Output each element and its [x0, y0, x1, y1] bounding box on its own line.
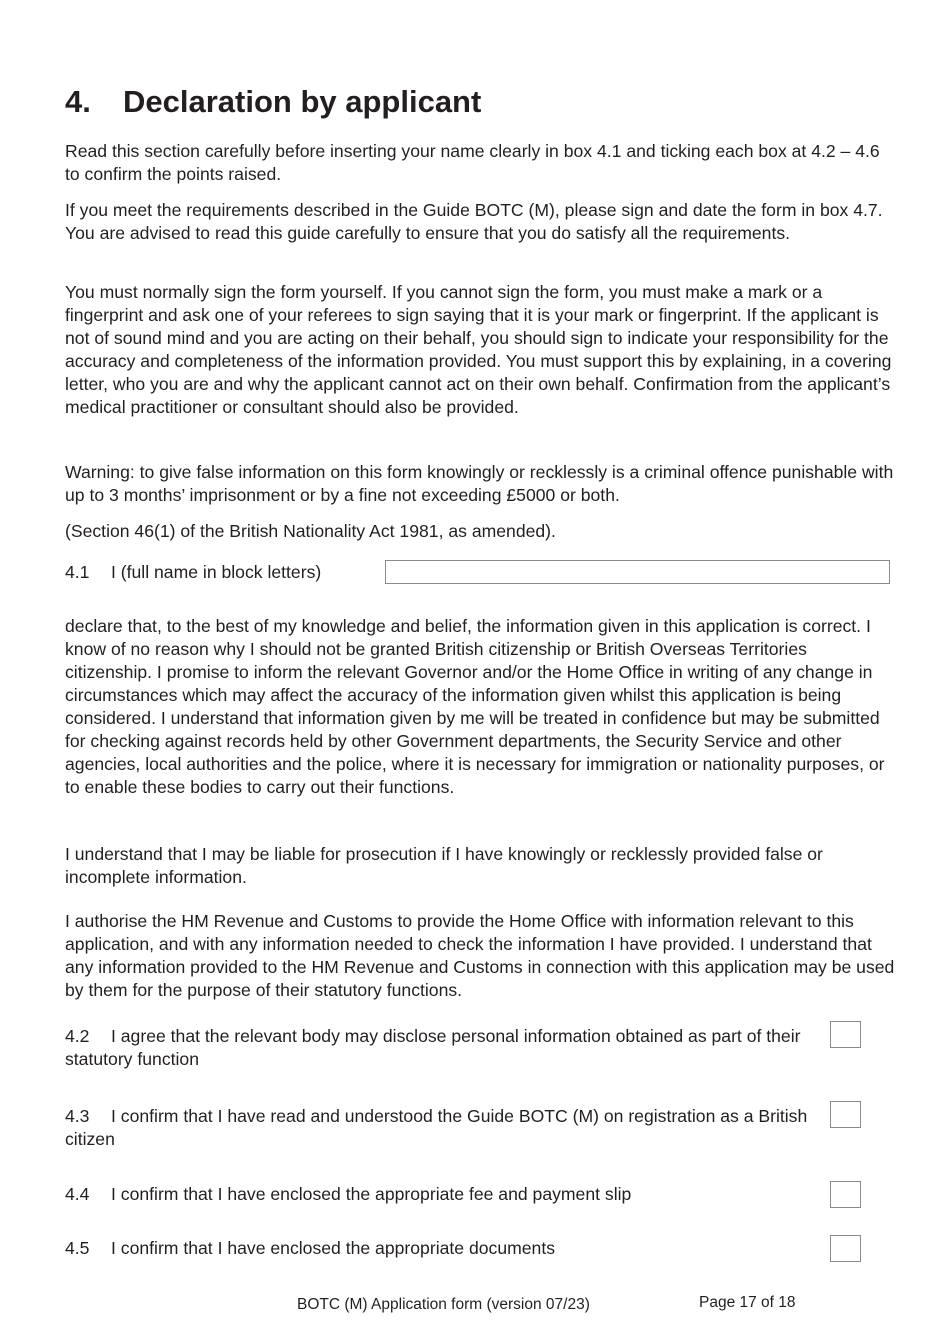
footer-form-name: BOTC (M) Application form (version 07/23)	[297, 1296, 590, 1313]
footer-page-number: Page 17 of 18	[699, 1294, 796, 1311]
signing-paragraph: You must normally sign the form yourself. If you cannot sign the form, you must make a mark or a fingerprint and ask one of your referees to sign saying that it is your mark or fingerprint. If the applicant is not of sound mind and you are acting on their behalf, you should sign to indicate your responsibility for the accuracy and completeness of the information provided. You must support this by explaining, in a covering letter, who you are and why the applicant cannot act on their own behalf. Confirmation from the applicant’s medical practitioner or consultant should also be provided.	[65, 282, 892, 417]
section-heading	[65, 82, 481, 122]
item-text: I confirm that I have enclosed the appropriate documents	[111, 1238, 556, 1258]
item-4-2	[65, 1025, 825, 1071]
question-number: 4.1	[65, 562, 90, 582]
full-name-label	[65, 561, 321, 584]
full-name-input[interactable]	[385, 560, 890, 584]
prosecution-paragraph: I understand that I may be liable for prosecution if I have knowingly or recklessly provided false or incomplete information.	[65, 844, 823, 887]
item-4-3	[65, 1105, 825, 1151]
section-title: Declaration by applicant	[123, 84, 482, 119]
checkbox-4-2[interactable]	[830, 1021, 861, 1048]
section-reference: (Section 46(1) of the British Nationality Act 1981, as amended).	[65, 521, 556, 541]
checkbox-4-4[interactable]	[830, 1181, 861, 1208]
item-number: 4.4	[65, 1184, 90, 1204]
checkbox-4-5[interactable]	[830, 1235, 861, 1262]
item-number: 4.3	[65, 1106, 90, 1126]
declaration-paragraph: declare that, to the best of my knowledge and belief, the information given in this application is correct. I know of no reason why I should not be granted British citizenship or British Overseas Territories citizenship. I promise to inform the relevant Governor and/or the Home Office in writing of any change in circumstances which may affect the accuracy of the information given whilst this application is being considered. I understand that information given by me will be treated in confidence but may be submitted for checking against records held by other Government departments, the Security Service and other agencies, local authorities and the police, where it is necessary for immigration or nationality purposes, or to enable these bodies to carry out their functions.	[65, 616, 885, 797]
item-text: I confirm that I have enclosed the appropriate fee and payment slip	[111, 1184, 632, 1204]
item-number: 4.2	[65, 1026, 90, 1046]
item-text: I confirm that I have read and understood the Guide BOTC (M) on registration as a British citizen	[65, 1106, 808, 1149]
checkbox-4-3[interactable]	[830, 1101, 861, 1128]
requirements-paragraph: If you meet the requirements described in the Guide BOTC (M), please sign and date the form in box 4.7. You are advised to read this guide carefully to ensure that you do satisfy all the requirements.	[65, 200, 883, 243]
item-4-5	[65, 1237, 825, 1260]
item-number: 4.5	[65, 1238, 90, 1258]
item-text: I agree that the relevant body may disclose personal information obtained as part of their statutory function	[65, 1026, 801, 1069]
warning-paragraph: Warning: to give false information on this form knowingly or recklessly is a criminal offence punishable with up to 3 months’ imprisonment or by a fine not exceeding £5000 or both.	[65, 462, 894, 505]
intro-paragraph: Read this section carefully before inserting your name clearly in box 4.1 and ticking each box at 4.2 – 4.6 to confirm the points raised.	[65, 141, 880, 184]
section-number: 4.	[65, 84, 91, 119]
hmrc-paragraph: I authorise the HM Revenue and Customs to provide the Home Office with information relevant to this application, and with any information needed to check the information I have provided. I understand that any information provided to the HM Revenue and Customs in connection with this application may be used by them for the purpose of their statutory functions.	[65, 911, 895, 1000]
question-label: I (full name in block letters)	[111, 562, 322, 582]
item-4-4	[65, 1183, 825, 1206]
